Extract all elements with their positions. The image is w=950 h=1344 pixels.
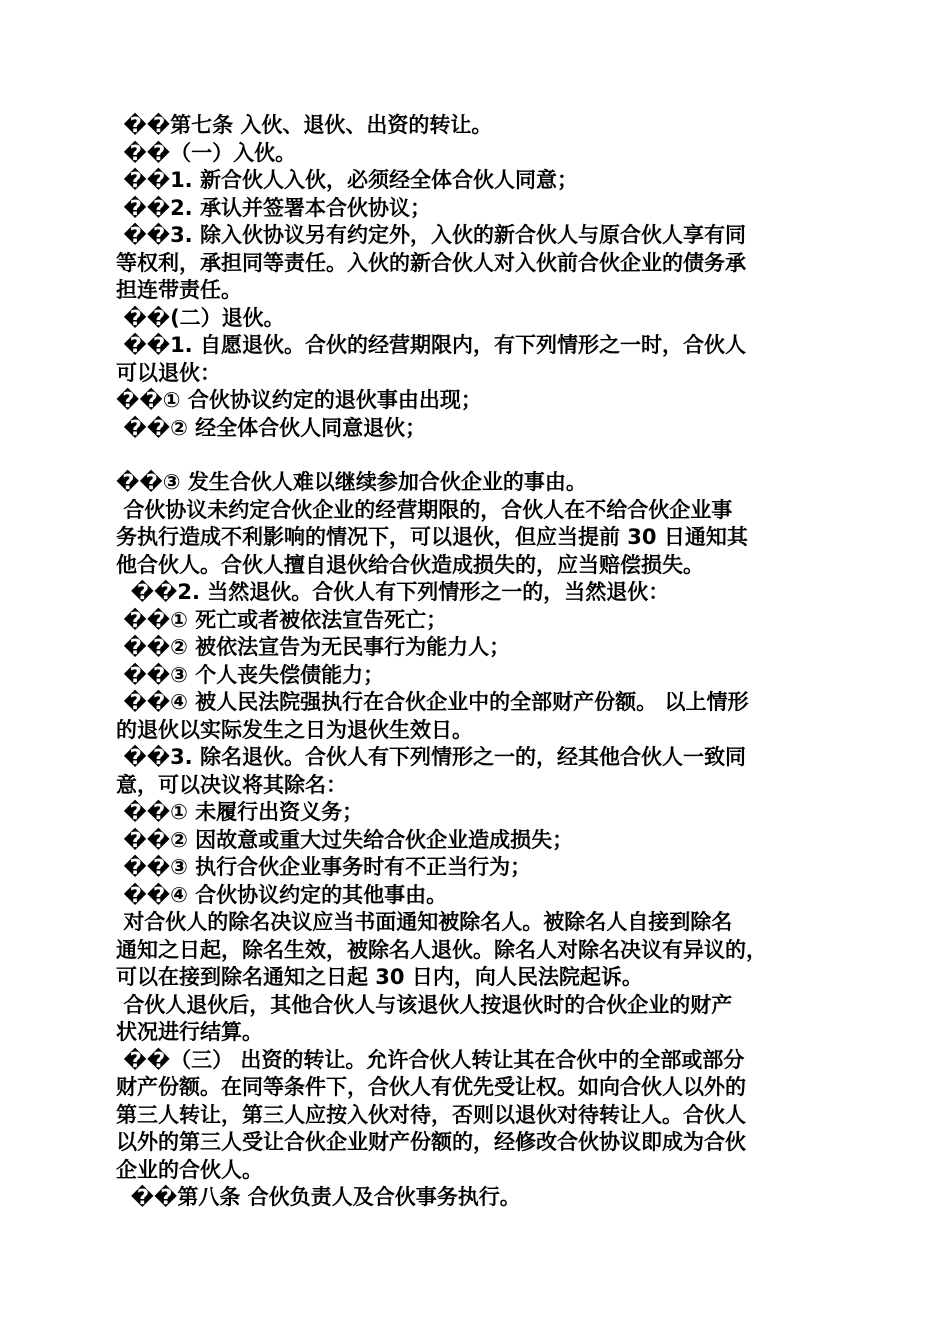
text-line: 可以退伙： (116, 360, 221, 385)
blank-line (116, 442, 836, 469)
text-line: ��③ 执行合伙企业事务时有不正当行为； (116, 855, 532, 879)
document-body (116, 112, 836, 1212)
text-line: ��② 因故意或重大过失给合伙企业造成损失； (116, 827, 574, 852)
text-line: ��④ 合伙协议约定的其他事由。 (116, 882, 448, 907)
text-line: 务执行造成不利影响的情况下，可以退伙，但应当提前 30 日通知其 (116, 525, 748, 549)
article-8-heading: ��第八条 合伙负责人及合伙事务执行。 (116, 1185, 521, 1209)
text-line: 第三人转让，第三人应按入伙对待，否则以退伙对待转让人。合伙人 (116, 1102, 746, 1127)
text-line: 合伙协议未约定合伙企业的经营期限的，合伙人在不给合伙企业事 (116, 497, 733, 522)
text-line: 企业的合伙人。 (116, 1157, 263, 1182)
text-line: ��2. 承认并签署本合伙协议； (116, 195, 431, 220)
text-line: ��② 被依法宣告为无民事行为能力人； (116, 635, 511, 659)
text-line: ��3. 除名退伙。合伙人有下列情形之一的，经其他合伙人一致同 (116, 745, 746, 769)
text-line: ��1. 自愿退伙。合伙的经营期限内，有下列情形之一时，合伙人 (116, 333, 746, 357)
text-line: ��1. 新合伙人入伙，必须经全体合伙人同意； (116, 168, 578, 192)
text-line: ��① 死亡或者被依法宣告死亡； (116, 607, 448, 632)
section-withdrawal-heading: ��(二）退伙。 (116, 305, 285, 330)
text-line: 财产份额。在同等条件下，合伙人有优先受让权。如向合伙人以外的 (116, 1075, 746, 1099)
text-line: 通知之日起，除名生效，被除名人退伙。除名人对除名决议有异议的， (116, 937, 767, 962)
text-line: 意，可以决议将其除名： (116, 772, 347, 797)
text-line: 等权利，承担同等责任。入伙的新合伙人对入伙前合伙企业的债务承 (116, 250, 746, 275)
text-line: 担连带责任。 (116, 278, 242, 302)
section-admission-heading: ��（一）入伙。 (116, 140, 297, 165)
text-line: 合伙人退伙后，其他合伙人与该退伙人按退伙时的合伙企业的财产 (116, 992, 733, 1017)
text-line: ��3. 除入伙协议另有约定外，入伙的新合伙人与原合伙人享有同 (116, 223, 746, 247)
text-line: ��④ 被人民法院强执行在合伙企业中的全部财产份额。 以上情形 (116, 690, 749, 714)
text-line: 以外的第三人受让合伙企业财产份额的，经修改合伙协议即成为合伙 (116, 1130, 746, 1154)
text-line: ��③ 个人丧失偿债能力； (116, 662, 385, 687)
article-7-heading: ��第七条 入伙、退伙、出资的转让。 (116, 113, 493, 137)
text-line: ��② 经全体合伙人同意退伙； (116, 415, 427, 440)
text-line: ��2. 当然退伙。合伙人有下列情形之一的，当然退伙： (116, 580, 670, 604)
text-line: 他合伙人。合伙人擅自退伙给合伙造成损失的，应当赔偿损失。 (116, 552, 704, 577)
text-line: ��③ 发生合伙人难以继续参加合伙企业的事由。 (116, 470, 587, 494)
text-line: ��① 合伙协议约定的退伙事由出现； (116, 388, 482, 412)
text-line: 对合伙人的除名决议应当书面通知被除名人。被除名人自接到除名 (116, 910, 733, 934)
text-line: 的退伙以实际发生之日为退伙生效日。 (116, 717, 473, 742)
section-transfer-heading: ��（三） 出资的转让。允许合伙人转让其在合伙中的全部或部分 (116, 1047, 745, 1072)
text-line: ��① 未履行出资义务； (116, 800, 364, 824)
text-line: 可以在接到除名通知之日起 30 日内，向人民法院起诉。 (116, 965, 643, 989)
text-line: 状况进行结算。 (116, 1020, 263, 1044)
